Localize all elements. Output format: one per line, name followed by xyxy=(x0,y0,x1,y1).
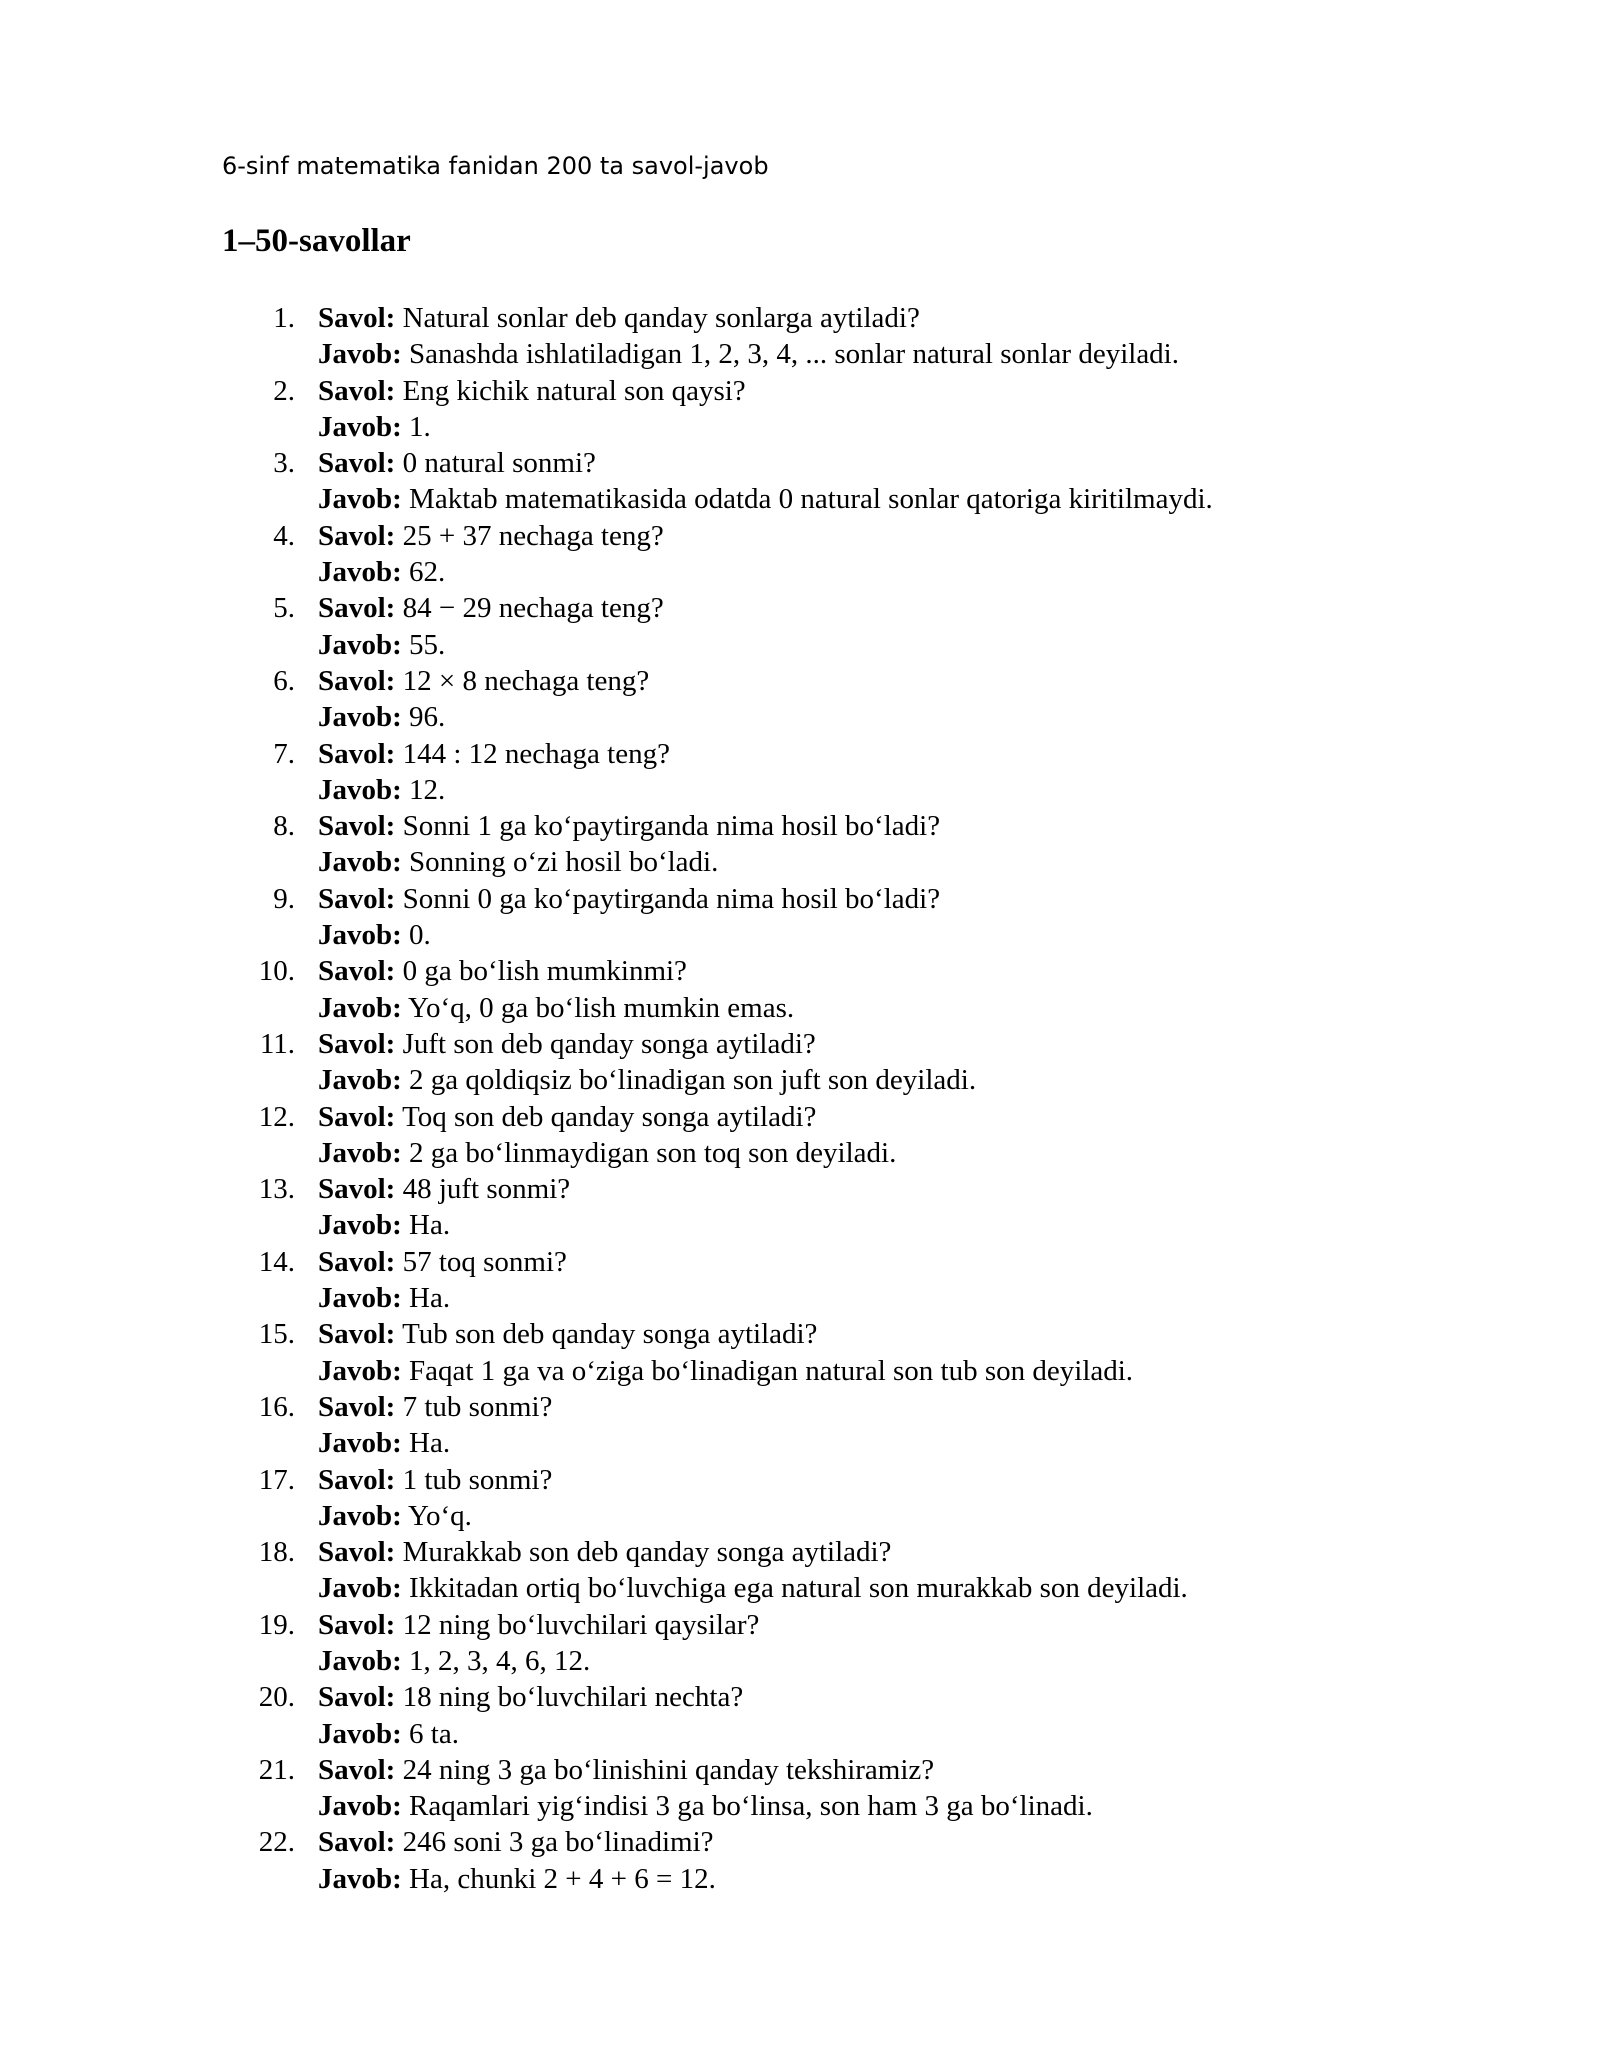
answer-label: Javob: xyxy=(318,483,402,516)
question-label: Savol: xyxy=(318,1826,396,1859)
item-number: 22. xyxy=(258,1826,295,1859)
question-text: 12 ning boʻluvchilari qaysilar? xyxy=(402,1608,760,1641)
answer-text: 2 ga qoldiqsiz boʻlinadigan son juft son deyiladi. xyxy=(409,1064,977,1097)
question-line xyxy=(318,1534,1213,1570)
answer-label: Javob: xyxy=(318,1499,402,1532)
item-number: 14. xyxy=(258,1245,295,1278)
answer-label: Javob: xyxy=(318,1282,402,1315)
item-number: 21. xyxy=(258,1753,295,1786)
answer-text: Ha. xyxy=(409,1427,451,1460)
question-label: Savol: xyxy=(318,955,396,988)
answer-line xyxy=(318,1788,1213,1824)
answer-text: 1. xyxy=(409,410,431,443)
answer-line xyxy=(318,1353,1213,1389)
question-label: Savol: xyxy=(318,1173,396,1206)
question-text: 12 × 8 nechaga teng? xyxy=(402,664,650,697)
answer-line xyxy=(318,1716,1213,1752)
question-text: Tub son deb qanday songa aytiladi? xyxy=(402,1318,818,1351)
answer-label: Javob: xyxy=(318,1209,402,1242)
item-number: 18. xyxy=(258,1536,295,1569)
answer-label: Javob: xyxy=(318,628,402,661)
question-text: 246 soni 3 ga boʻlinadimi? xyxy=(402,1826,714,1859)
question-line xyxy=(318,590,1213,626)
question-line xyxy=(318,1679,1213,1715)
question-line xyxy=(318,881,1213,917)
answer-label: Javob: xyxy=(318,556,402,589)
answer-text: Ha, chunki 2 + 4 + 6 = 12. xyxy=(409,1862,716,1895)
question-line xyxy=(318,1316,1213,1352)
question-line xyxy=(318,808,1213,844)
answer-text: Ha. xyxy=(409,1209,451,1242)
list-item xyxy=(0,1316,1213,1389)
item-number: 11. xyxy=(259,1027,295,1060)
question-label: Savol: xyxy=(318,737,396,770)
answer-text: 55. xyxy=(409,628,446,661)
question-line xyxy=(318,373,1213,409)
answer-text: Yoʻq. xyxy=(407,1499,472,1532)
answer-text: 62. xyxy=(409,556,446,589)
answer-label: Javob: xyxy=(318,1572,402,1605)
answer-label: Javob: xyxy=(318,338,402,371)
answer-line xyxy=(318,1498,1213,1534)
answer-label: Javob: xyxy=(318,773,402,806)
answer-label: Javob: xyxy=(318,1427,402,1460)
question-text: Sonni 1 ga koʻpaytirganda nima hosil boʻladi? xyxy=(402,810,941,843)
answer-label: Javob: xyxy=(318,1790,402,1823)
item-number: 1. xyxy=(273,302,295,334)
answer-line xyxy=(318,1207,1213,1243)
question-text: 1 tub sonmi? xyxy=(402,1463,553,1496)
item-number: 8. xyxy=(273,810,295,843)
question-text: 48 juft sonmi? xyxy=(402,1173,571,1206)
answer-text: 2 ga boʻlinmaydigan son toq son deyiladi. xyxy=(409,1136,897,1169)
list-item xyxy=(0,1462,1213,1535)
answer-text: 6 ta. xyxy=(409,1717,459,1750)
item-number: 3. xyxy=(273,447,295,480)
answer-text: Sanashda ishlatiladigan 1, 2, 3, 4, ... sonlar natural sonlar deyiladi. xyxy=(409,338,1179,371)
question-text: Toq son deb qanday songa aytiladi? xyxy=(402,1100,817,1133)
answer-label: Javob: xyxy=(318,991,402,1024)
question-line xyxy=(318,736,1213,772)
list-item xyxy=(0,1679,1213,1752)
question-label: Savol: xyxy=(318,1100,396,1133)
list-item xyxy=(0,808,1213,881)
answer-line xyxy=(318,772,1213,808)
question-label: Savol: xyxy=(318,592,396,625)
question-label: Savol: xyxy=(318,664,396,697)
answer-label: Javob: xyxy=(318,1644,402,1677)
answer-text: Ha. xyxy=(409,1282,451,1315)
question-line xyxy=(318,518,1213,554)
question-answer-list xyxy=(0,300,1213,1897)
question-line xyxy=(318,1824,1213,1860)
list-item xyxy=(0,1244,1213,1317)
question-label: Savol: xyxy=(318,302,396,334)
question-line xyxy=(318,300,1213,336)
answer-text: 1, 2, 3, 4, 6, 12. xyxy=(409,1644,591,1677)
answer-line xyxy=(318,1425,1213,1461)
item-number: 2. xyxy=(273,374,295,407)
question-label: Savol: xyxy=(318,1390,396,1423)
answer-label: Javob: xyxy=(318,1717,402,1750)
question-line xyxy=(318,1244,1213,1280)
document-title: 6-sinf matematika fanidan 200 ta savol-javob xyxy=(222,152,769,180)
question-line xyxy=(318,1462,1213,1498)
list-item xyxy=(0,445,1213,518)
answer-line xyxy=(318,554,1213,590)
list-item xyxy=(0,663,1213,736)
item-number: 16. xyxy=(258,1390,295,1423)
question-text: Sonni 0 ga koʻpaytirganda nima hosil boʻladi? xyxy=(402,882,941,915)
question-line xyxy=(318,1171,1213,1207)
answer-label: Javob: xyxy=(318,846,402,879)
answer-line xyxy=(318,1280,1213,1316)
answer-label: Javob: xyxy=(318,1136,402,1169)
answer-line xyxy=(318,699,1213,735)
question-label: Savol: xyxy=(318,1753,396,1786)
question-text: 84 − 29 nechaga teng? xyxy=(402,592,664,625)
item-number: 4. xyxy=(273,519,295,552)
answer-text: Yoʻq, 0 ga boʻlish mumkin emas. xyxy=(407,991,795,1024)
answer-text: Ikkitadan ortiq boʻluvchiga ega natural son murakkab son deyiladi. xyxy=(409,1572,1188,1605)
list-item xyxy=(0,1389,1213,1462)
question-text: 144 : 12 nechaga teng? xyxy=(402,737,670,770)
question-line xyxy=(318,1607,1213,1643)
item-number: 19. xyxy=(258,1608,295,1641)
question-text: Murakkab son deb qanday songa aytiladi? xyxy=(402,1536,892,1569)
question-text: 25 + 37 nechaga teng? xyxy=(402,519,664,552)
question-label: Savol: xyxy=(318,519,396,552)
answer-line xyxy=(318,336,1213,372)
list-item xyxy=(0,590,1213,663)
answer-line xyxy=(318,1062,1213,1098)
item-number: 20. xyxy=(258,1681,295,1714)
question-label: Savol: xyxy=(318,1245,396,1278)
section-heading: 1–50-savollar xyxy=(222,223,411,259)
question-line xyxy=(318,445,1213,481)
answer-label: Javob: xyxy=(318,1064,402,1097)
question-line xyxy=(318,953,1213,989)
item-number: 10. xyxy=(258,955,295,988)
list-item xyxy=(0,736,1213,809)
answer-line xyxy=(318,1570,1213,1606)
item-number: 5. xyxy=(273,592,295,625)
answer-line xyxy=(318,990,1213,1026)
question-text: 0 natural sonmi? xyxy=(402,447,596,480)
answer-label: Javob: xyxy=(318,1354,402,1387)
answer-line xyxy=(318,917,1213,953)
question-label: Savol: xyxy=(318,1608,396,1641)
question-label: Savol: xyxy=(318,1027,396,1060)
list-item xyxy=(0,1026,1213,1099)
question-label: Savol: xyxy=(318,447,396,480)
answer-line xyxy=(318,409,1213,445)
answer-label: Javob: xyxy=(318,701,402,734)
list-item xyxy=(0,373,1213,446)
answer-text: Maktab matematikasida odatda 0 natural sonlar qatoriga kiritilmaydi. xyxy=(409,483,1213,516)
question-line xyxy=(318,1752,1213,1788)
list-item xyxy=(0,518,1213,591)
question-text: Juft son deb qanday songa aytiladi? xyxy=(402,1027,816,1060)
item-number: 6. xyxy=(273,664,295,697)
list-item xyxy=(0,1171,1213,1244)
list-item xyxy=(0,1752,1213,1825)
item-number: 7. xyxy=(273,737,295,770)
list-item xyxy=(0,1824,1213,1897)
question-line xyxy=(318,663,1213,699)
answer-line xyxy=(318,844,1213,880)
question-label: Savol: xyxy=(318,374,396,407)
answer-text: 0. xyxy=(409,919,431,952)
answer-text: Raqamlari yigʻindisi 3 ga boʻlinsa, son ham 3 ga boʻlinadi. xyxy=(409,1790,1093,1823)
question-line xyxy=(318,1099,1213,1135)
answer-line xyxy=(318,481,1213,517)
question-label: Savol: xyxy=(318,1681,396,1714)
list-item xyxy=(0,953,1213,1026)
question-label: Savol: xyxy=(318,1536,396,1569)
answer-text: 12. xyxy=(409,773,446,806)
question-label: Savol: xyxy=(318,810,396,843)
question-text: 57 toq sonmi? xyxy=(402,1245,567,1278)
item-number: 13. xyxy=(258,1173,295,1206)
question-text: Eng kichik natural son qaysi? xyxy=(402,374,746,407)
list-item xyxy=(0,300,1213,373)
question-label: Savol: xyxy=(318,1463,396,1496)
list-item xyxy=(0,881,1213,954)
answer-line xyxy=(318,1643,1213,1679)
answer-text: 96. xyxy=(409,701,446,734)
answer-label: Javob: xyxy=(318,410,402,443)
answer-line xyxy=(318,627,1213,663)
question-text: 0 ga boʻlish mumkinmi? xyxy=(402,955,687,988)
question-label: Savol: xyxy=(318,882,396,915)
question-line xyxy=(318,1389,1213,1425)
item-number: 17. xyxy=(258,1463,295,1496)
item-number: 12. xyxy=(258,1100,295,1133)
list-item xyxy=(0,1534,1213,1607)
answer-line xyxy=(318,1135,1213,1171)
question-text: 24 ning 3 ga boʻlinishini qanday tekshiramiz? xyxy=(402,1753,935,1786)
item-number: 15. xyxy=(258,1318,295,1351)
question-label: Savol: xyxy=(318,1318,396,1351)
question-line xyxy=(318,1026,1213,1062)
answer-text: Faqat 1 ga va oʻziga boʻlinadigan natural son tub son deyiladi. xyxy=(409,1354,1134,1387)
answer-line xyxy=(318,1861,1213,1897)
question-text: Natural sonlar deb qanday sonlarga aytiladi? xyxy=(402,302,920,334)
list-item xyxy=(0,1099,1213,1172)
question-text: 18 ning boʻluvchilari nechta? xyxy=(402,1681,744,1714)
question-text: 7 tub sonmi? xyxy=(402,1390,553,1423)
answer-label: Javob: xyxy=(318,919,402,952)
answer-text: Sonning oʻzi hosil boʻladi. xyxy=(409,846,719,879)
item-number: 9. xyxy=(273,882,295,915)
answer-label: Javob: xyxy=(318,1862,402,1895)
list-item xyxy=(0,1607,1213,1680)
